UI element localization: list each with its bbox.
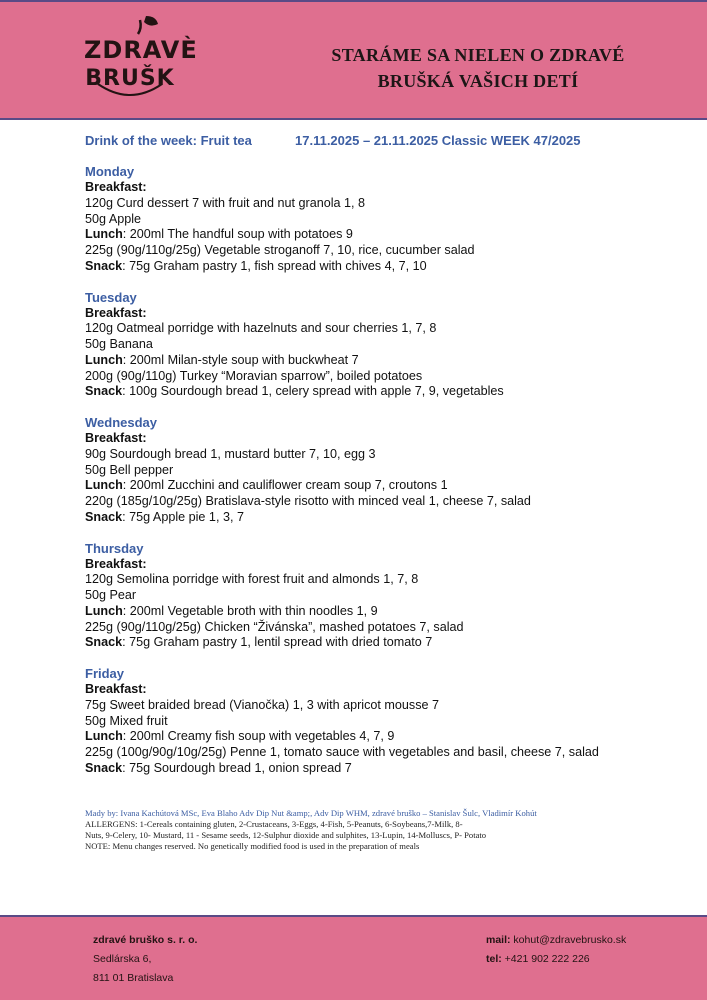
lunch-soup-text: : 200ml Creamy fish soup with vegetables 4, 7, 9 — [122, 729, 395, 744]
allergens-line1: ALLERGENS: 1-Cereals containing gluten, 2-Crustaceans, 3-Eggs, 4-Fish, 5-Peanuts, 6-Soybeans,7-Milk, 8- — [85, 819, 463, 829]
lunch-soup — [85, 227, 665, 243]
snack-line — [85, 635, 665, 651]
brand-logo — [80, 14, 198, 106]
snack-text: : 100g Sourdough bread 1, celery spread with apple 7, 9, vegetables — [122, 384, 504, 399]
day-name: Wednesday — [85, 415, 158, 430]
breakfast-item: 50g Bell pepper — [85, 462, 174, 477]
lunch-label: Lunch — [85, 729, 123, 744]
lunch-main: 220g (185g/10g/25g) Bratislava-style risotto with minced veal 1, cheese 7, salad — [85, 494, 531, 509]
lunch-label: Lunch — [85, 352, 123, 367]
day-name: Friday — [85, 666, 125, 681]
breakfast-item: 90g Sourdough bread 1, mustard butter 7, 10, egg 3 — [85, 446, 376, 461]
snack-text: : 75g Graham pastry 1, lentil spread with dried tomato 7 — [122, 635, 433, 650]
snack-label: Snack — [85, 760, 123, 775]
company-city: 811 01 Bratislava — [93, 972, 174, 984]
allergens-line2: Nuts, 9-Celery, 10- Mustard, 11 - Sesame seeds, 12-Sulphur dioxide and sulphites, 13-Lupin, 14-Molluscs, P- Potato — [85, 830, 487, 840]
menu-note: NOTE: Menu changes reserved. No genetically modified food is used in the preparation of meals — [85, 841, 420, 851]
day-menu — [85, 541, 665, 667]
snack-label: Snack — [85, 635, 123, 650]
lunch-label: Lunch — [85, 603, 123, 618]
breakfast-label: Breakfast: — [85, 431, 147, 445]
company-name: zdravé bruško s. r. o. — [93, 934, 198, 946]
breakfast-heading — [85, 431, 665, 447]
weekly-menu — [85, 164, 665, 792]
snack-line — [85, 259, 665, 275]
logo-text-line2: BRUŠK — [85, 66, 175, 91]
footer-top-rule — [0, 915, 707, 917]
snack-label: Snack — [85, 509, 123, 524]
breakfast-heading — [85, 180, 665, 196]
email-link[interactable]: kohut@zdravebrusko.sk — [510, 934, 627, 946]
snack-label: Snack — [85, 384, 123, 399]
lunch-soup — [85, 729, 665, 745]
lunch-soup-text: : 200ml Zucchini and cauliflower cream soup 7, croutons 1 — [122, 478, 448, 493]
lunch-main: 225g (100g/90g/10g/25g) Penne 1, tomato sauce with vegetables and basil, cheese 7, salad — [85, 745, 599, 760]
breakfast-item: 50g Mixed fruit — [85, 713, 168, 728]
snack-text: : 75g Sourdough bread 1, onion spread 7 — [122, 760, 352, 775]
day-menu — [85, 415, 665, 541]
lunch-label: Lunch — [85, 227, 123, 242]
header-top-rule — [0, 0, 707, 2]
breakfast-label: Breakfast: — [85, 305, 147, 320]
header-slogan — [300, 42, 656, 94]
lunch-main: 200g (90g/110g) Turkey “Moravian sparrow”, boiled potatoes — [85, 368, 423, 383]
breakfast-label: Breakfast: — [85, 180, 147, 194]
menu-notes — [85, 808, 645, 852]
snack-text: : 75g Apple pie 1, 3, 7 — [122, 509, 244, 524]
snack-text: : 75g Graham pastry 1, fish spread with chives 4, 7, 10 — [122, 258, 427, 273]
page-footer — [0, 915, 707, 1000]
lunch-main: 225g (90g/110g/25g) Vegetable stroganoff 7, 10, rice, cucumber salad — [85, 243, 475, 258]
breakfast-item: 50g Banana — [85, 337, 153, 352]
breakfast-item: 120g Curd dessert 7 with fruit and nut granola 1, 8 — [85, 195, 366, 210]
lunch-soup-text: : 200ml The handful soup with potatoes 9 — [122, 227, 353, 242]
breakfast-item: 75g Sweet braided bread (Vianočka) 1, 3 with apricot mousse 7 — [85, 697, 439, 712]
snack-line — [85, 761, 665, 777]
day-menu — [85, 666, 665, 792]
lunch-main: 225g (90g/110g/25g) Chicken “Živánska”, mashed potatoes 7, salad — [85, 619, 464, 634]
lunch-label: Lunch — [85, 478, 123, 493]
breakfast-heading — [85, 306, 665, 322]
day-name: Thursday — [85, 540, 144, 556]
week-range: 17.11.2025 – 21.11.2025 Classic WEEK 47/2025 — [295, 133, 581, 148]
drink-of-week: Drink of the week: Fruit tea — [85, 133, 252, 148]
lunch-soup — [85, 604, 665, 620]
mail-label: mail: — [486, 934, 511, 946]
tel-label: tel: — [486, 953, 502, 965]
breakfast-label: Breakfast: — [85, 556, 147, 571]
day-menu — [85, 290, 665, 416]
snack-line — [85, 510, 665, 526]
page-header — [0, 0, 707, 120]
slogan-line2: BRUŠKÁ VAŠICH DETÍ — [377, 71, 579, 91]
snack-label: Snack — [85, 258, 123, 273]
lunch-soup-text: : 200ml Milan-style soup with buckwheat 7 — [122, 352, 359, 367]
breakfast-item: 120g Oatmeal porridge with hazelnuts and sour cherries 1, 7, 8 — [85, 321, 437, 336]
phone-link[interactable]: +421 902 222 226 — [501, 953, 590, 965]
header-bottom-rule — [0, 118, 707, 120]
day-name: Tuesday — [85, 289, 137, 305]
company-street: Sedlárska 6, — [93, 953, 152, 965]
made-by-credits: Mady by: Ivana Kachútová MSc, Eva Blaho Adv Dip Nut &amp;, Adv Dip WHM, zdravé bruško – Stanislav Šulc, Vladimír Kohút — [85, 808, 537, 818]
lunch-soup — [85, 478, 665, 494]
breakfast-item: 50g Pear — [85, 588, 137, 603]
breakfast-item: 50g Apple — [85, 211, 142, 226]
day-menu — [85, 164, 665, 290]
breakfast-item: 120g Semolina porridge with forest fruit and almonds 1, 7, 8 — [85, 572, 419, 587]
slogan-line1: STARÁME SA NIELEN O ZDRAVÉ — [331, 45, 625, 65]
breakfast-heading — [85, 682, 665, 698]
day-name: Monday — [85, 164, 135, 179]
company-contact — [486, 931, 626, 969]
company-address — [93, 931, 197, 988]
snack-line — [85, 384, 665, 400]
lunch-soup — [85, 353, 665, 369]
lunch-soup-text: : 200ml Vegetable broth with thin noodles 1, 9 — [122, 603, 378, 618]
breakfast-heading — [85, 557, 665, 573]
breakfast-label: Breakfast: — [85, 682, 147, 696]
logo-text-line1: ZDRAVÈ — [84, 36, 198, 64]
